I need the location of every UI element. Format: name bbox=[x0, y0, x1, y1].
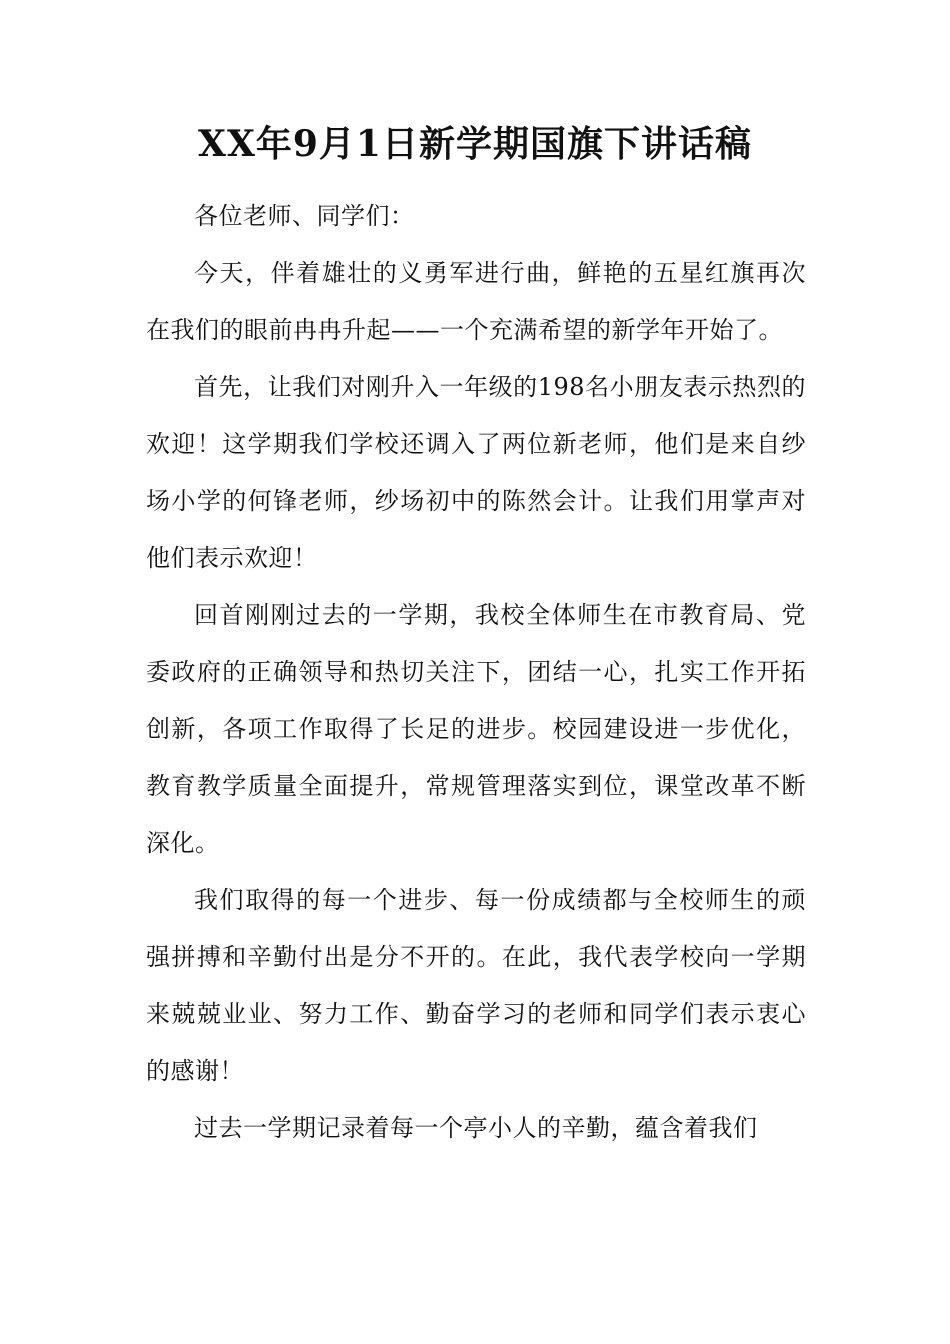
paragraph-greeting: 各位老师、同学们： bbox=[194, 202, 415, 230]
document-title: XX年9月1日新学期国旗下讲话稿 bbox=[198, 123, 752, 165]
paragraph-5: 过去一学期记录着每一个亭小人的辛勤，蕴含着我们 bbox=[194, 1114, 758, 1142]
paragraph-3: 回首刚刚过去的一学期，我校全体师生在市教育局、党委政府的正确领导和热切关注下，团结一心，扎实工作开拓创新，各项工作取得了长足的进步。校园建设进一步优化，教育教学质量全面提升，常规管理落实到位，课堂改革不断深化。 bbox=[146, 601, 806, 857]
paragraph-1: 今天，伴着雄壮的义勇军进行曲，鲜艳的五星红旗再次在我们的眼前冉冉升起——一个充满希望的新学年开始了。 bbox=[146, 259, 806, 344]
document-body bbox=[146, 188, 806, 1157]
paragraph-4: 我们取得的每一个进步、每一份成绩都与全校师生的顽强拼搏和辛勤付出是分不开的。在此，我代表学校向一学期来兢兢业业、努力工作、勤奋学习的老师和同学们表示衷心的感谢！ bbox=[146, 886, 806, 1085]
paragraph-2: 首先，让我们对刚升入一年级的198名小朋友表示热烈的欢迎！这学期我们学校还调入了两位新老师，他们是来自纱场小学的何锋老师，纱场初中的陈然会计。让我们用掌声对他们表示欢迎！ bbox=[146, 373, 806, 572]
